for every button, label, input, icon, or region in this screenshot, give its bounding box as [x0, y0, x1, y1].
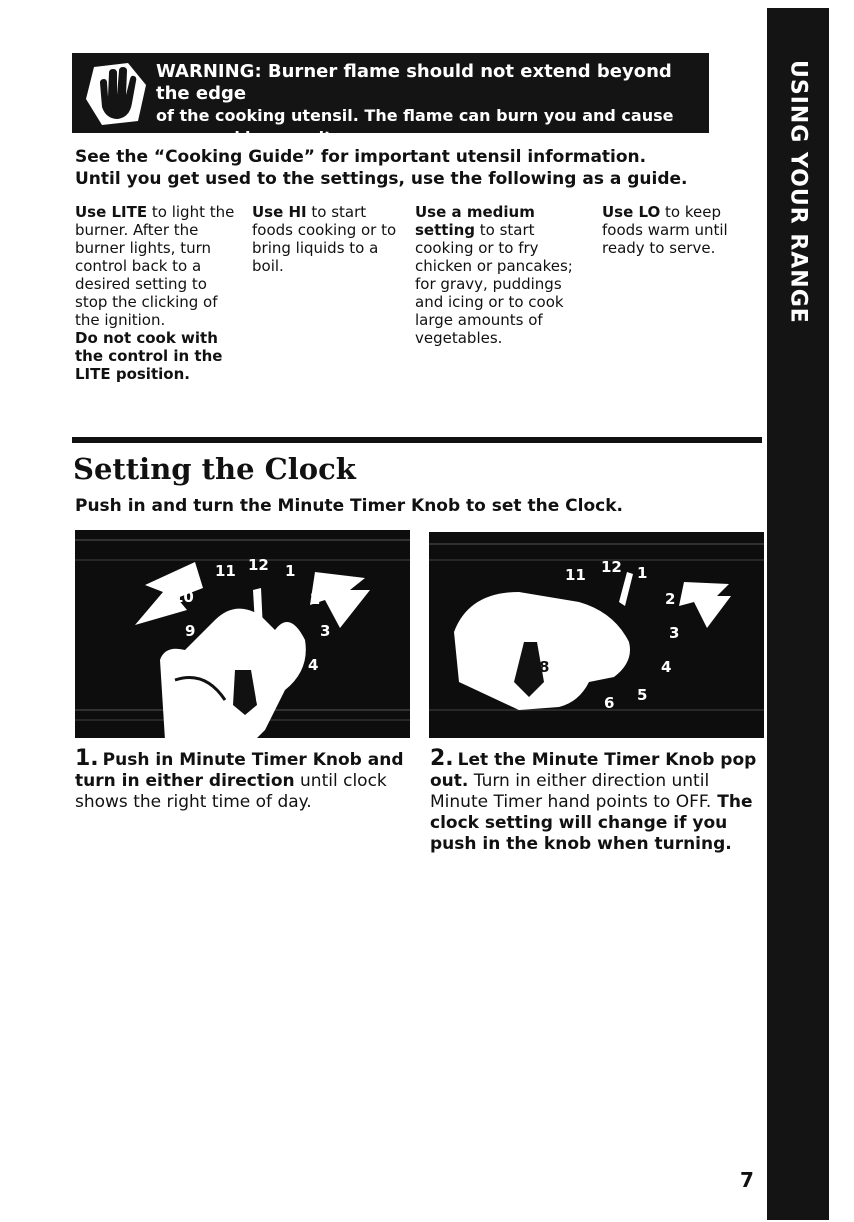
dial-number: 10	[173, 588, 194, 606]
warning-line-3: poor cooking results.	[156, 128, 348, 147]
warning-line-1: WARNING: Burner flame should not extend beyond the edge	[156, 61, 672, 104]
setting-medium	[415, 203, 585, 347]
setting-text: to light the burner. After the burner lights, turn control back to a desired setting to stop the clicking of the ignition.	[75, 203, 235, 329]
step-bold: Push in Minute Timer Knob and turn in either direction	[75, 750, 404, 791]
setting-lead: Use a medium setting	[415, 203, 535, 239]
step-text: Turn in either direction until Minute Timer hand points to OFF.	[430, 771, 712, 812]
step-text: until clock shows the right time of day.	[75, 771, 387, 812]
hand-warning-icon	[80, 59, 152, 129]
dial-number: 9	[185, 622, 196, 640]
dial-number: 1	[285, 562, 296, 580]
setting-text: to start cooking or to fry chicken or pancakes; for gravy, puddings and icing or to cook large amounts of vegetables.	[415, 221, 573, 347]
arrow-right-icon	[679, 582, 731, 628]
guide-line-1: See the “Cooking Guide” for important utensil information.	[75, 147, 647, 167]
dial-number: 3	[669, 624, 680, 642]
dial-number: 12	[248, 556, 269, 574]
step-number: 2.	[430, 746, 454, 771]
step-1	[75, 748, 405, 813]
guide-line-2: Until you get used to the settings, use the following as a guide.	[75, 169, 688, 189]
dial-number: 5	[637, 686, 648, 704]
setting-text: to keep foods warm until ready to serve.	[602, 203, 728, 257]
dial-number: 11	[565, 566, 586, 584]
dial-number: 12	[601, 558, 622, 576]
setting-lead: Use LO	[602, 203, 661, 221]
dial-number: 2	[665, 590, 676, 608]
dial-number: 1	[637, 564, 648, 582]
figure-2-illustration	[429, 532, 764, 738]
figure-1-illustration	[75, 530, 410, 738]
guide-text	[75, 146, 755, 190]
dial-number: 4	[308, 656, 319, 674]
page-number: 7	[740, 1168, 754, 1192]
step-bold-warning: The clock setting will change if you push in the knob when turning.	[430, 792, 753, 854]
section-subtitle: Push in and turn the Minute Timer Knob to set the Clock.	[75, 496, 623, 516]
setting-hi	[252, 203, 402, 275]
warning-line-2: of the cooking utensil. The flame can burn you and cause	[156, 106, 674, 125]
setting-lead: Use HI	[252, 203, 307, 221]
figure-knob-pop-out	[429, 532, 764, 738]
setting-lo	[602, 203, 752, 257]
step-number: 1.	[75, 746, 99, 771]
setting-warning: Do not cook with the control in the LITE position.	[75, 329, 223, 383]
setting-text: to start foods cooking or to bring liquids to a boil.	[252, 203, 397, 275]
warning-box	[72, 53, 709, 147]
dial-number: 8	[539, 658, 550, 676]
setting-lite	[75, 203, 240, 383]
dial-number: 2	[310, 590, 321, 608]
section-tab-label-wrap	[775, 60, 821, 324]
section-title: Setting the Clock	[73, 452, 356, 486]
dial-number: 6	[255, 690, 266, 708]
setting-lead: Use LITE	[75, 203, 148, 221]
dial-number: 6	[604, 694, 615, 712]
dial-number: 11	[215, 562, 236, 580]
section-divider	[72, 437, 762, 443]
step-2	[430, 748, 760, 855]
dial-number: 4	[661, 658, 672, 676]
dial-number: 3	[320, 622, 331, 640]
figure-push-turn-knob	[75, 530, 410, 738]
section-tab-label: USING YOUR RANGE	[785, 60, 811, 324]
step-bold: Let the Minute Timer Knob pop out.	[430, 750, 757, 791]
